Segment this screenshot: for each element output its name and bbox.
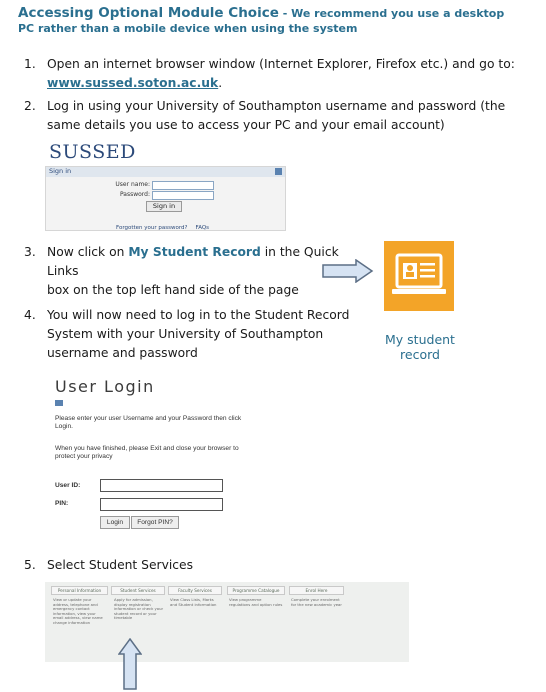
intro-line2: Login. <box>55 423 73 430</box>
right-arrow-icon <box>322 259 374 283</box>
tab-enrol-here[interactable]: Enrol Here <box>289 586 344 595</box>
login-instructions <box>55 415 275 431</box>
title-dash: - <box>278 7 292 20</box>
step-text: username and password <box>47 346 198 360</box>
login-button[interactable]: Login <box>100 516 130 529</box>
tab-student-services[interactable]: Student Services <box>111 586 165 595</box>
desc-line: display registration <box>114 601 151 607</box>
panel-toggle-icon[interactable] <box>275 168 282 175</box>
my-student-record-tile[interactable] <box>384 241 454 311</box>
desc-line: information or check your <box>114 606 164 612</box>
info-icon <box>55 400 63 406</box>
user-id-input[interactable] <box>100 479 223 492</box>
desc-line: View or update your <box>53 597 92 602</box>
password-label: Password: <box>119 191 150 198</box>
faqs-link[interactable]: FAQs <box>195 225 210 231</box>
programme-catalogue-description <box>229 598 287 607</box>
desc-line: address, telephone and <box>53 601 98 607</box>
intro-line1: Please enter your user Username and your Password then click <box>55 415 242 422</box>
desc-line: timetable <box>114 615 133 621</box>
desc-line: student record or your <box>114 610 157 616</box>
desc-line: View programme <box>229 597 262 602</box>
document-title <box>18 6 538 36</box>
step-text: Open an internet browser window (Internet Explorer, Firefox etc.) and go to: <box>47 57 515 71</box>
desc-line: Complete your enrolment <box>291 597 340 602</box>
exit-line2: protect your privacy <box>55 453 113 460</box>
tab-personal-information[interactable]: Personal Information <box>51 586 108 595</box>
laptop-profile-icon <box>384 241 454 311</box>
step-text-end: . <box>218 76 223 90</box>
title-note-line2: PC rather than a mobile device when using the system <box>18 22 358 35</box>
step-text: box on the top left hand side of the page <box>47 283 299 297</box>
personal-information-description <box>53 598 109 626</box>
my-student-record-label <box>370 332 470 362</box>
desc-line: regulations and option rules <box>229 601 283 607</box>
desc-line: emergency contact <box>53 606 90 612</box>
step-text: in the Quick Links <box>47 245 339 278</box>
desc-line: for the new academic year <box>291 601 342 607</box>
step-text: Select Student Services <box>47 558 194 572</box>
pin-label: PIN: <box>55 500 69 507</box>
sussed-link[interactable]: www.sussed.soton.ac.uk <box>47 76 219 90</box>
tab-programme-catalogue[interactable]: Programme Catalogue <box>227 586 285 595</box>
step-number: 1. <box>24 57 36 71</box>
username-label: User name: <box>115 181 150 188</box>
desc-line: email address, view name <box>53 615 103 621</box>
up-arrow-icon <box>118 638 142 690</box>
password-input[interactable] <box>152 191 214 200</box>
sign-in-button[interactable]: Sign in <box>146 201 182 212</box>
faculty-services-description <box>170 598 226 607</box>
step-number: 5. <box>24 558 36 572</box>
tile-label-line1: My student <box>385 332 455 347</box>
sussed-logo: SUSSED <box>49 141 136 163</box>
step-text: same details you use to access your PC and your email account) <box>47 118 445 132</box>
desc-line: information, view your <box>53 610 96 616</box>
user-login-heading: User Login <box>55 377 155 396</box>
step-number: 4. <box>24 308 36 322</box>
exit-instructions <box>55 445 275 461</box>
forgot-pin-button[interactable]: Forgot PIN? <box>131 516 179 529</box>
desc-line: View Class Lists, Marks <box>170 597 214 602</box>
title-main: Accessing Optional Module Choice <box>18 5 279 21</box>
step-text: Log in using your University of Southampton username and password (the <box>47 99 506 113</box>
my-student-record-text: My Student Record <box>128 245 261 259</box>
step-text: System with your University of Southampton <box>47 327 324 341</box>
desc-line: and Student information <box>170 601 217 607</box>
forgotten-password-link[interactable]: Forgotten your password? <box>116 225 188 231</box>
sussed-help-links <box>116 214 209 233</box>
username-input[interactable] <box>152 181 214 190</box>
desc-line: Apply for admission, <box>114 597 153 602</box>
step-number: 2. <box>24 99 36 113</box>
step-text: You will now need to log in to the Student Record <box>47 308 350 322</box>
exit-line1: When you have finished, please Exit and close your browser to <box>55 445 239 452</box>
title-note-line1: We recommend you use a desktop <box>291 7 505 20</box>
sussed-header-bar <box>46 167 285 177</box>
user-id-label: User ID: <box>55 482 81 489</box>
student-services-description <box>114 598 168 621</box>
pin-input[interactable] <box>100 498 223 511</box>
tab-faculty-services[interactable]: Faculty Services <box>168 586 222 595</box>
tile-label-line2: record <box>400 347 440 362</box>
sussed-bar-label: Sign in <box>49 167 72 175</box>
desc-line: change information <box>53 619 91 625</box>
enrol-here-description <box>291 598 351 607</box>
step-number: 3. <box>24 245 36 259</box>
step-text: Now click on <box>47 245 129 259</box>
